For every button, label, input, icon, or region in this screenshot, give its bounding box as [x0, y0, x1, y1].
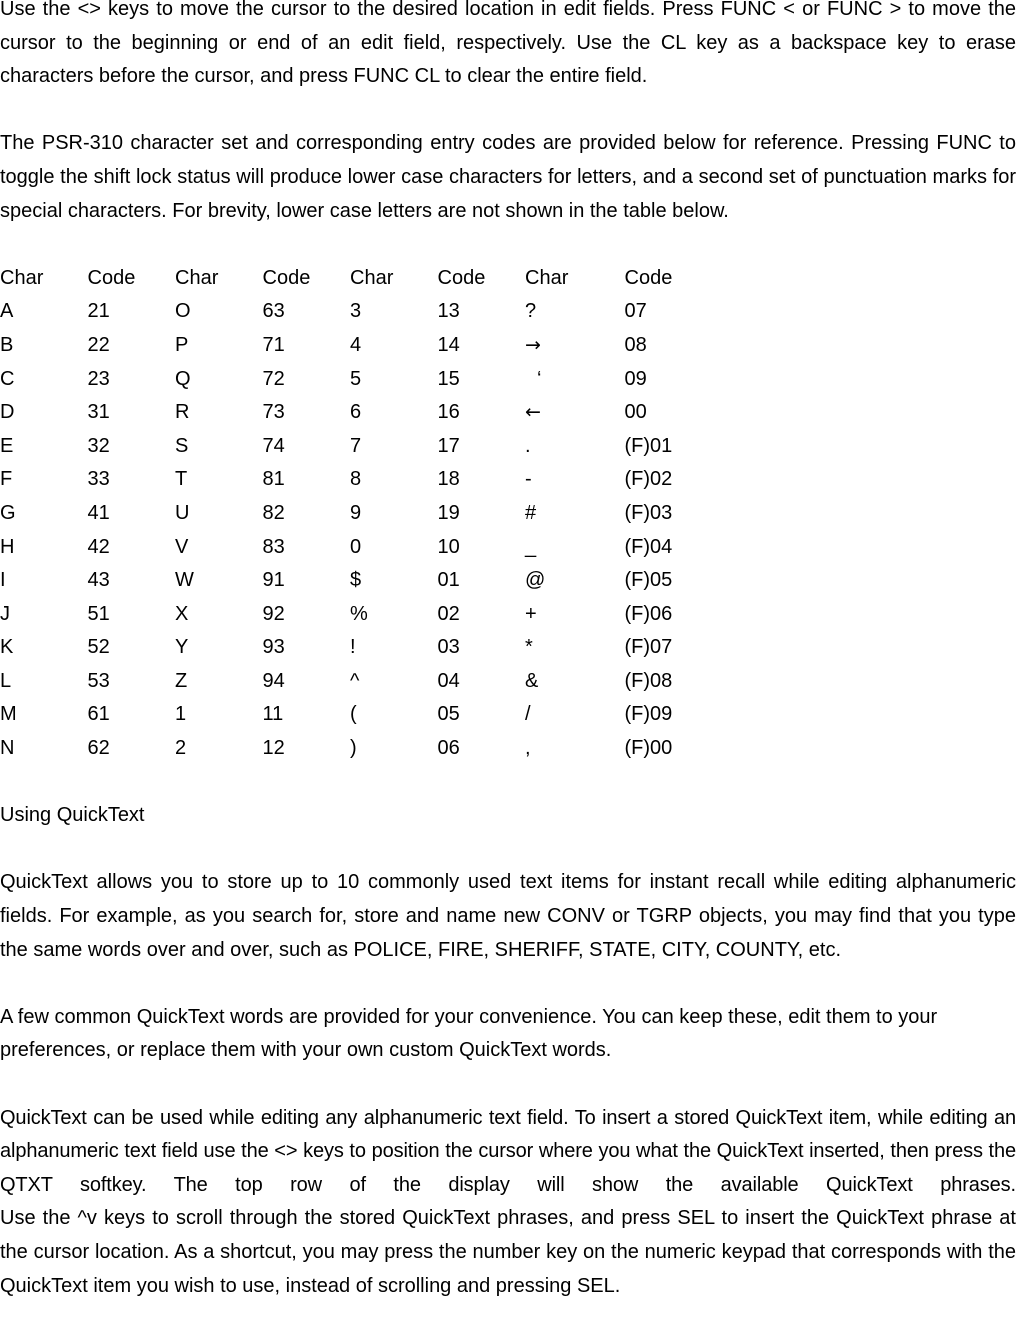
spacer [0, 967, 1016, 1001]
code-cell: 52 [87, 636, 110, 659]
section-heading-using-quicktext: Using QuickText [0, 804, 145, 827]
code-cell: 63 [262, 300, 285, 323]
code-cell: (F)00 [624, 737, 673, 760]
char-cell: + [525, 602, 537, 625]
char-cell: F [0, 468, 13, 491]
quicktext-paragraph-overview: QuickText allows you to store up to 10 commonly used text items for instant recall while editing alphanumeric fields. For example, as you search for, store and name new CONV or TGRP objects, you may find that you type the same words over and over, such as POLICE, FIRE, SHERIFF, STATE, CITY, COUNTY, etc. [0, 871, 1016, 961]
code-cell: 10 [437, 535, 460, 558]
char-cell: ‘ [537, 367, 542, 390]
char-cell: X [175, 602, 189, 625]
code-cell: 83 [262, 535, 285, 558]
char-cell: ^ [350, 669, 360, 692]
code-cell: 92 [262, 602, 285, 625]
char-cell: - [525, 468, 532, 491]
char-cell: * [525, 636, 533, 659]
code-cell: 71 [262, 333, 285, 356]
table-header-cell: Char [350, 266, 394, 289]
code-cell: 61 [87, 703, 110, 726]
char-cell: . [525, 434, 531, 457]
char-cell: I [0, 569, 6, 592]
spacer [0, 766, 1016, 800]
intro-paragraph-cursor-keys: Use the <> keys to move the cursor to the desired location in edit fields. Press FUNC < or FUNC > to move the cursor to the beginning or end of an edit field, respectively. Use the CL key as a backspace key to erase characters before the cursor, and press FUNC CL to clear the entire field. [0, 0, 1016, 88]
char-cell: ! [350, 636, 356, 659]
code-cell: 00 [624, 401, 647, 424]
char-cell: ? [525, 300, 537, 323]
code-cell: 14 [437, 333, 460, 356]
char-cell: E [0, 434, 14, 457]
code-cell: 73 [262, 401, 285, 424]
code-cell: 03 [437, 636, 460, 659]
table-row [0, 564, 712, 598]
code-cell: 74 [262, 434, 285, 457]
char-cell: 7 [350, 434, 362, 457]
code-cell: 01 [437, 569, 460, 592]
code-cell: (F)07 [624, 636, 673, 659]
code-cell: (F)04 [624, 535, 673, 558]
code-cell: 53 [87, 669, 110, 692]
code-cell: 51 [87, 602, 110, 625]
table-row [0, 732, 712, 766]
spacer [0, 94, 1016, 128]
table-row [0, 631, 712, 665]
char-cell: & [525, 669, 539, 692]
code-cell: 41 [87, 501, 110, 524]
code-cell: 15 [437, 367, 460, 390]
code-cell: 62 [87, 737, 110, 760]
code-cell: 42 [87, 535, 110, 558]
char-cell: V [175, 535, 189, 558]
char-cell: N [0, 737, 15, 760]
code-cell: (F)02 [624, 468, 673, 491]
table-row [0, 396, 712, 430]
code-cell: 33 [87, 468, 110, 491]
code-cell: 82 [262, 501, 285, 524]
char-cell: 5 [350, 367, 362, 390]
char-cell: U [175, 501, 190, 524]
char-cell: Q [175, 367, 191, 390]
char-cell: O [175, 300, 191, 323]
table-row [0, 598, 712, 632]
char-cell: 1 [175, 703, 187, 726]
table-header-cell: Char [0, 266, 44, 289]
spacer [0, 1068, 1016, 1102]
code-cell: 19 [437, 501, 460, 524]
table-header-cell: Code [87, 266, 136, 289]
code-cell: 43 [87, 569, 110, 592]
char-cell: # [525, 501, 537, 524]
char-cell: ( [350, 703, 357, 726]
table-header-cell: Char [525, 266, 569, 289]
code-cell: 21 [87, 300, 110, 323]
char-cell: ) [350, 737, 357, 760]
character-code-table [0, 262, 712, 766]
code-cell: 17 [437, 434, 460, 457]
code-cell: 81 [262, 468, 285, 491]
code-cell: 94 [262, 669, 285, 692]
char-cell: ← [525, 401, 541, 424]
spacer [0, 228, 1016, 262]
char-cell: → [525, 333, 541, 356]
char-cell: Y [175, 636, 189, 659]
table-row [0, 665, 712, 699]
table-row [0, 363, 712, 397]
table-row [0, 531, 712, 565]
char-cell: C [0, 367, 15, 390]
code-cell: 91 [262, 569, 285, 592]
char-cell: , [525, 737, 531, 760]
char-cell: T [175, 468, 188, 491]
char-cell: 4 [350, 333, 362, 356]
code-cell: 23 [87, 367, 110, 390]
char-cell: G [0, 501, 16, 524]
code-cell: 31 [87, 401, 110, 424]
char-cell: S [175, 434, 189, 457]
char-cell: 2 [175, 737, 187, 760]
code-cell: (F)08 [624, 669, 673, 692]
code-cell: 22 [87, 333, 110, 356]
char-cell: H [0, 535, 15, 558]
code-cell: 09 [624, 367, 647, 390]
code-cell: 06 [437, 737, 460, 760]
char-cell: % [350, 602, 368, 625]
char-cell: 6 [350, 401, 362, 424]
char-cell: M [0, 703, 17, 726]
code-cell: 13 [437, 300, 460, 323]
table-body [0, 295, 712, 765]
code-cell: 02 [437, 602, 460, 625]
table-header-cell: Char [175, 266, 219, 289]
char-cell: L [0, 669, 12, 692]
code-cell: 05 [437, 703, 460, 726]
intro-paragraph-character-set: The PSR-310 character set and corresponding entry codes are provided below for reference. Pressing FUNC to toggle the shift lock status will produce lower case characters for letters, and a second set of punctuation marks for special characters. For brevity, lower case letters are not shown in the table below. [0, 132, 1016, 222]
char-cell: A [0, 300, 14, 323]
char-cell: W [175, 569, 194, 592]
char-cell: / [525, 703, 531, 726]
char-cell: 0 [350, 535, 362, 558]
code-cell: (F)06 [624, 602, 673, 625]
code-cell: (F)01 [624, 434, 673, 457]
table-row [0, 430, 712, 464]
char-cell: R [175, 401, 190, 424]
spacer [0, 833, 1016, 867]
code-cell: (F)09 [624, 703, 673, 726]
char-cell: B [0, 333, 14, 356]
code-cell: 08 [624, 333, 647, 356]
code-cell: (F)03 [624, 501, 673, 524]
char-cell: 9 [350, 501, 362, 524]
code-cell: 11 [262, 703, 284, 726]
char-cell: _ [525, 535, 537, 558]
code-cell: 72 [262, 367, 285, 390]
code-cell: 32 [87, 434, 110, 457]
code-cell: 12 [262, 737, 285, 760]
char-cell: 3 [350, 300, 362, 323]
table-header-cell: Code [624, 266, 673, 289]
table-row [0, 497, 712, 531]
table-row [0, 329, 712, 363]
char-cell: D [0, 401, 15, 424]
quicktext-paragraph-usage-part1: QuickText can be used while editing any alphanumeric text field. To insert a stored QuickText item, while editing an alphanumeric text field use the <> keys to position the cursor where you what the QuickText inserted, then press the QTXT softkey. The top row of the display will show the available QuickText phrases. [0, 1106, 1016, 1196]
code-cell: 18 [437, 468, 460, 491]
char-cell: $ [350, 569, 362, 592]
table-header-row [0, 262, 712, 296]
code-cell: (F)05 [624, 569, 673, 592]
table-row [0, 295, 712, 329]
code-cell: 07 [624, 300, 647, 323]
quicktext-paragraph-usage-part2: Use the ^v keys to scroll through the stored QuickText phrases, and press SEL to insert the QuickText phrase at the cursor location. As a shortcut, you may press the number key on the numeric keypad that corresponds with the QuickText item you wish to use, instead of scrolling and pressing SEL. [0, 1207, 1016, 1297]
char-cell: J [0, 602, 10, 625]
char-cell: K [0, 636, 14, 659]
code-cell: 16 [437, 401, 460, 424]
table-row [0, 463, 712, 497]
table-row [0, 698, 712, 732]
table-header-cell: Code [262, 266, 311, 289]
char-cell: Z [175, 669, 188, 692]
quicktext-paragraph-common-words: A few common QuickText words are provided for your convenience. You can keep these, edit them to your preferences, or replace them with your own custom QuickText words. [0, 1005, 938, 1062]
code-cell: 04 [437, 669, 460, 692]
code-cell: 93 [262, 636, 285, 659]
table-header-cell: Code [437, 266, 486, 289]
char-cell: P [175, 333, 189, 356]
char-cell: 8 [350, 468, 362, 491]
char-cell: @ [525, 569, 546, 592]
